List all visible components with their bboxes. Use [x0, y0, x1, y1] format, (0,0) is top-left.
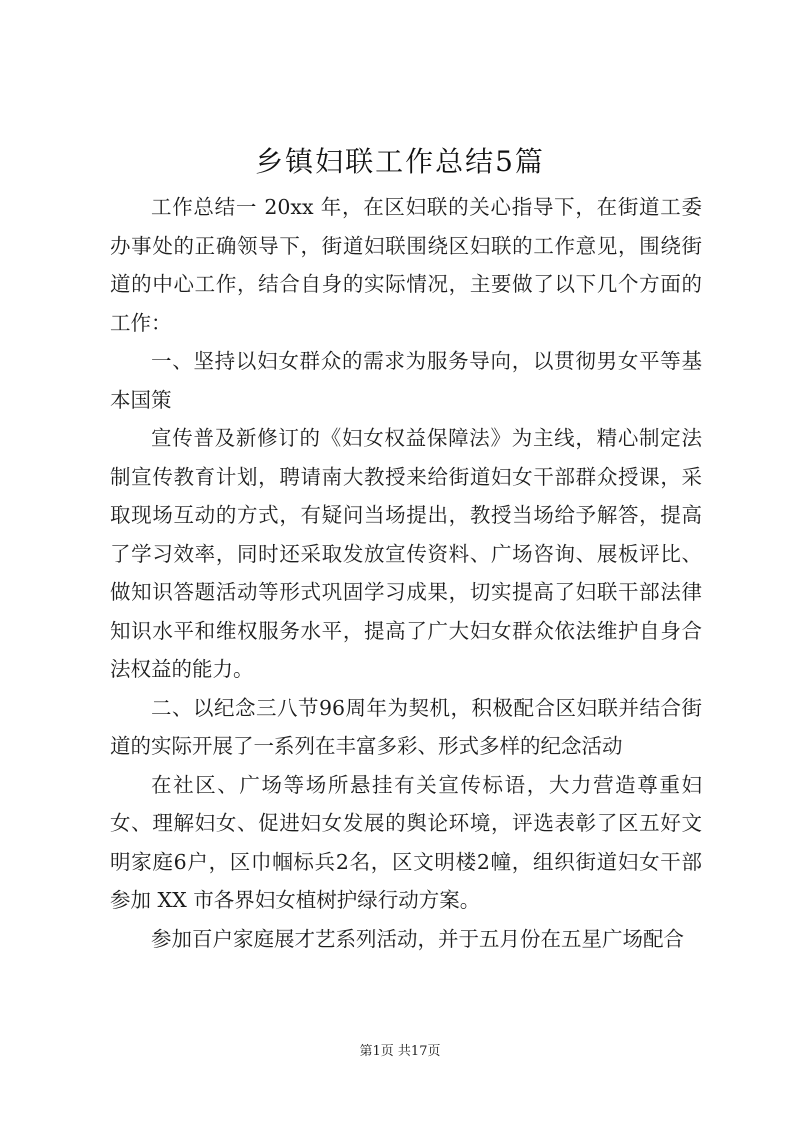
page-number-footer: 第1页 共17页 — [359, 1044, 441, 1059]
paragraph-community-activities: 在社区、广场等场所悬挂有关宣传标语，大力营造尊重妇女、理解妇女、促进妇女发展的舆论环境，评选表彰了区五好文明家庭6户，区巾帼标兵2名，区文明楼2幢，组织街道妇女干部参加 XX 市各界妇女植树护绿行动方案。 — [110, 772, 702, 912]
paragraph-intro: 工作总结一 20xx 年，在区妇联的关心指导下，在街道工委办事处的正确领导下，街道妇联围绕区妇联的工作意见，围绕街道的中心工作，结合自身的实际情况，主要做了以下几个方面的工作： — [110, 195, 702, 335]
paragraph-talent-show: 参加百户家庭展才艺系列活动，并于五月份在五星广场配合 — [151, 926, 684, 951]
document-title: 乡镇妇联工作总结5篇 — [255, 145, 545, 178]
paragraph-law-publicity: 宣传普及新修订的《妇女权益保障法》为主线，精心制定法制宣传教育计划，聘请南大教授来给街道妇女干部群众授课，采取现场互动的方式，有疑问当场提出，教授当场给予解答，提高了学习效率，同时还采取发放宣传资料、广场咨询、展板评比、做知识答题活动等形式巩固学习成果，切实提高了妇联干部法律知识水平和维权服务水平，提高了广大妇女群众依法维护自身合法权益的能力。 — [110, 426, 702, 681]
paragraph-heading-1: 一、坚持以妇女群众的需求为服务导向，以贯彻男女平等基本国策 — [110, 349, 702, 412]
paragraph-heading-2: 二、以纪念三八节96周年为契机，积极配合区妇联并结合街道的实际开展了一系列在丰富多彩、形式多样的纪念活动 — [110, 695, 702, 758]
document-body — [110, 188, 702, 958]
